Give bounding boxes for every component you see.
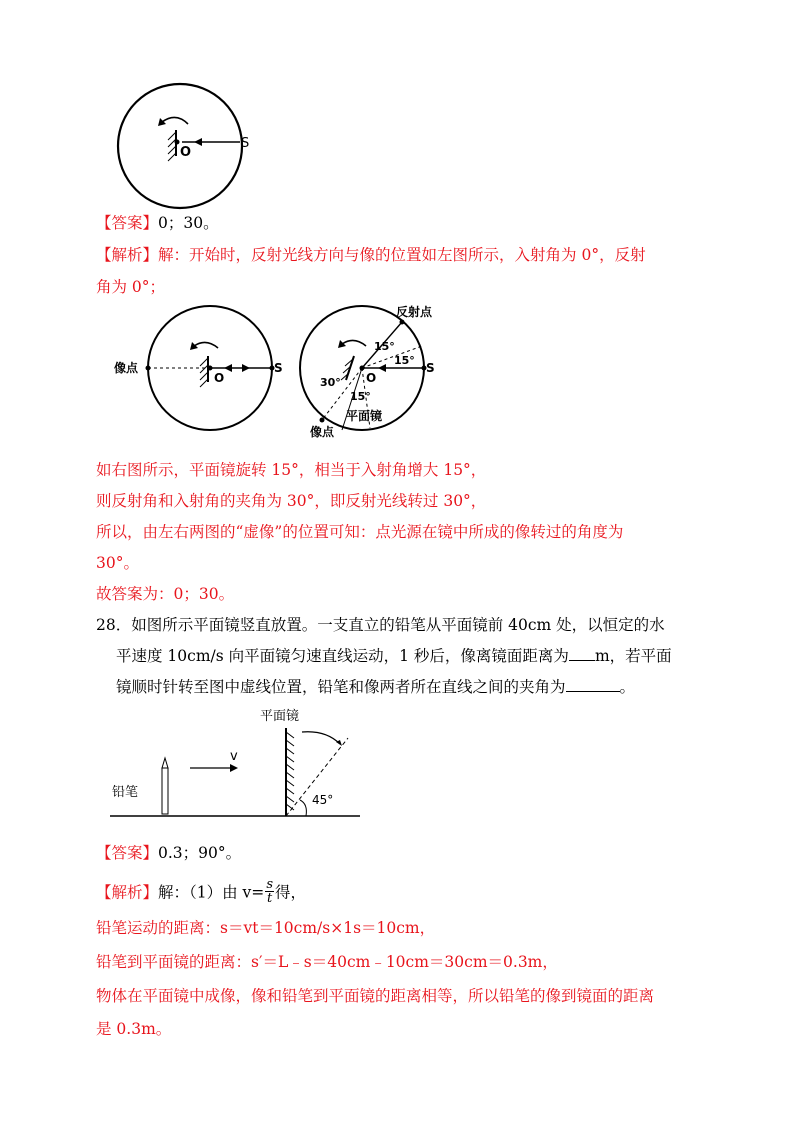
left-diagram <box>114 306 283 430</box>
svg-text:S: S <box>274 361 283 375</box>
analysis-2-line-3: 物体在平面镜中成像，像和铅笔到平面镜的距离相等，所以铅笔的像到镜面的距离 <box>96 987 655 1005</box>
question-28-line-3: 镜顺时针转至图中虚线位置，铅笔和像两者所在直线之间的夹角为 。 <box>116 678 636 696</box>
svg-text:O: O <box>214 371 225 385</box>
figure-rotating-mirror <box>110 72 270 222</box>
figure-pencil-mirror <box>110 704 380 824</box>
rotation-arrow-icon <box>302 732 340 744</box>
left-image-point-label: 像点 <box>114 361 139 375</box>
label-s: S <box>241 136 250 151</box>
svg-text:O: O <box>366 371 377 385</box>
mirror-hatch <box>168 132 176 161</box>
svg-text:S: S <box>426 361 435 375</box>
explain-line-2: 则反射角和入射角的夹角为 30°，即反射光线转过 30°， <box>96 492 487 510</box>
question-28-line-2: 平速度 10cm/s 向平面镜匀速直线运动，1 秒后，像离镜面距离为 m，若平面 <box>116 647 672 665</box>
answer-blank-2 <box>566 677 620 692</box>
analysis-2-line-2: 铅笔到平面镜的距离：s′＝L﹣s＝40cm﹣10cm＝30cm＝0.3m， <box>96 953 558 971</box>
analysis-2-line-4: 是 0.3m。 <box>96 1020 172 1038</box>
right-diagram <box>300 304 435 439</box>
mirror-hatch <box>286 732 294 810</box>
rotation-arrow-icon <box>194 342 218 348</box>
figure-mirror-comparison <box>110 300 460 450</box>
analysis-2-line-1: 铅笔运动的距离：s＝vt＝10cm/s×1s＝10cm， <box>96 919 436 937</box>
label-o: O <box>180 145 192 160</box>
analysis-2-lead: 【解析】解：（1）由 v= $\frac{s}{t}$ 得， <box>96 877 306 906</box>
explain-line-1: 如右图所示，平面镜旋转 15°，相当于入射角增大 15°， <box>96 461 487 479</box>
velocity-fraction: $\frac{s}{t}$ <box>266 877 273 906</box>
analysis-1-line-2: 角为 0°； <box>96 278 166 296</box>
answer-1: 【答案】0；30。 <box>96 214 219 232</box>
reflect-point-label: 反射点 <box>396 305 433 319</box>
angle-arc <box>300 800 306 816</box>
analysis-1-line-1: 【解析】解：开始时，反射光线方向与像的位置如左图所示，入射角为 0°，反射 <box>96 246 646 264</box>
explain-line-3: 所以，由左右两图的“虚像”的位置可知：点光源在镜中所成的像转过的角度为 <box>96 523 624 541</box>
final-answer-1: 故答案为：0；30。 <box>96 585 235 603</box>
rotation-arrow-icon <box>342 340 366 346</box>
svg-text:15°: 15° <box>394 354 415 367</box>
answer-blank-1 <box>569 646 595 661</box>
explain-line-4: 30°。 <box>96 554 139 572</box>
answer-2: 【答案】0.3；90°。 <box>96 844 242 862</box>
svg-text:15°: 15° <box>374 340 395 353</box>
ray-arrow <box>194 138 202 146</box>
svg-text:30°: 30° <box>320 376 341 389</box>
question-28-line-1: 28．如图所示平面镜竖直放置。一支直立的铅笔从平面镜前 40cm 处，以恒定的水 <box>96 616 665 634</box>
velocity-label: v <box>230 749 238 764</box>
right-image-point-label: 像点 <box>310 425 335 439</box>
svg-text:平面镜: 平面镜 <box>346 409 383 423</box>
pencil-tip <box>162 758 168 768</box>
mirror-label: 平面镜 <box>260 709 300 724</box>
svg-text:15°: 15° <box>350 390 371 403</box>
rotation-arrow-icon <box>162 117 188 124</box>
pencil-body <box>162 768 168 814</box>
pencil-label: 铅笔 <box>112 785 139 800</box>
angle-label: 45° <box>312 793 334 807</box>
pivot-point <box>175 140 180 145</box>
